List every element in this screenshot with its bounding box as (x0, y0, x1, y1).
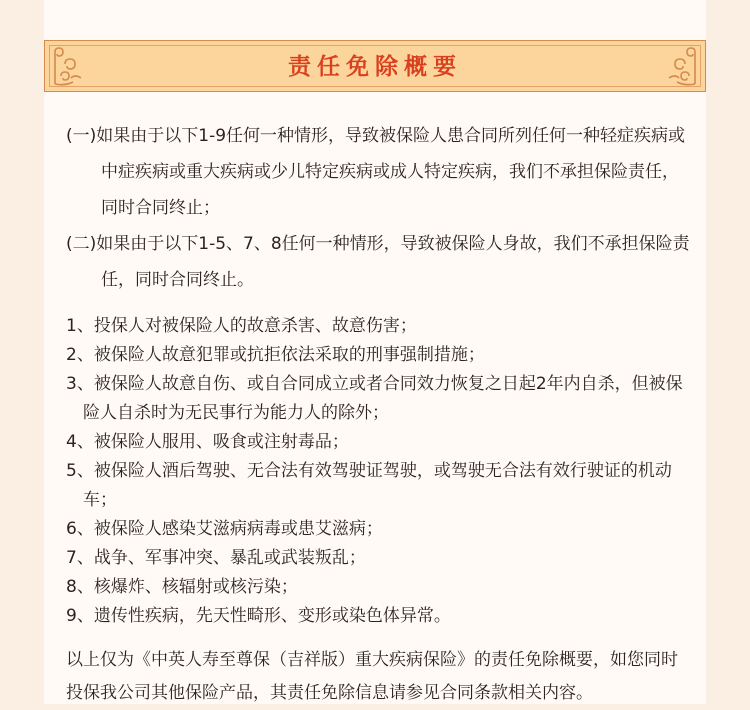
section-banner (44, 40, 706, 92)
list-item: 1、投保人对被保险人的故意杀害、故意伤害； (66, 316, 417, 336)
list-item: 3、被保险人故意自伤、或自合同成立或者合同效力恢复之日起2年内自杀，但被保险人自杀时为无民事行为能力人的除外； (66, 374, 683, 423)
list-item: 5、被保险人酒后驾驶、无合法有效驾驶证驾驶，或驾驶无合法有效行驶证的机动车； (66, 461, 672, 510)
intro-marker: (一) (66, 126, 97, 146)
intro-item (66, 226, 691, 298)
intro-text: 如果由于以下1-5、7、8任何一种情形，导致被保险人身故，我们不承担保险责任，同时合同终止。 (96, 234, 690, 290)
exclusion-list (66, 312, 691, 631)
list-item: 7、战争、军事冲突、暴乱或武装叛乱； (66, 548, 366, 568)
list-item: 4、被保险人服用、吸食或注射毒品； (66, 432, 349, 452)
list-item: 6、被保险人感染艾滋病病毒或患艾滋病； (66, 519, 383, 539)
banner-title: 责任免除概要 (288, 54, 462, 80)
cloud-ornament-icon (661, 46, 699, 88)
intro-item (66, 118, 691, 226)
list-item: 8、核爆炸、核辐射或核污染； (66, 577, 298, 597)
exclusion-content (66, 118, 691, 710)
list-item: 9、遗传性疾病，先天性畸形、变形或染色体异常。 (66, 606, 451, 626)
list-item: 2、被保险人故意犯罪或抗拒依法采取的刑事强制措施； (66, 345, 485, 365)
intro-text: 如果由于以下1-9任何一种情形，导致被保险人患合同所列任何一种轻症疾病或中症疾病或重大疾病或少儿特定疾病或成人特定疾病，我们不承担保险责任，同时合同终止； (96, 126, 686, 218)
intro-marker: (二) (66, 234, 97, 254)
closing-note: 以上仅为《中英人寿至尊保（吉祥版）重大疾病保险》的责任免除概要，如您同时投保我公司其他保险产品，其责任免除信息请参见合同条款相关内容。 (66, 650, 678, 703)
